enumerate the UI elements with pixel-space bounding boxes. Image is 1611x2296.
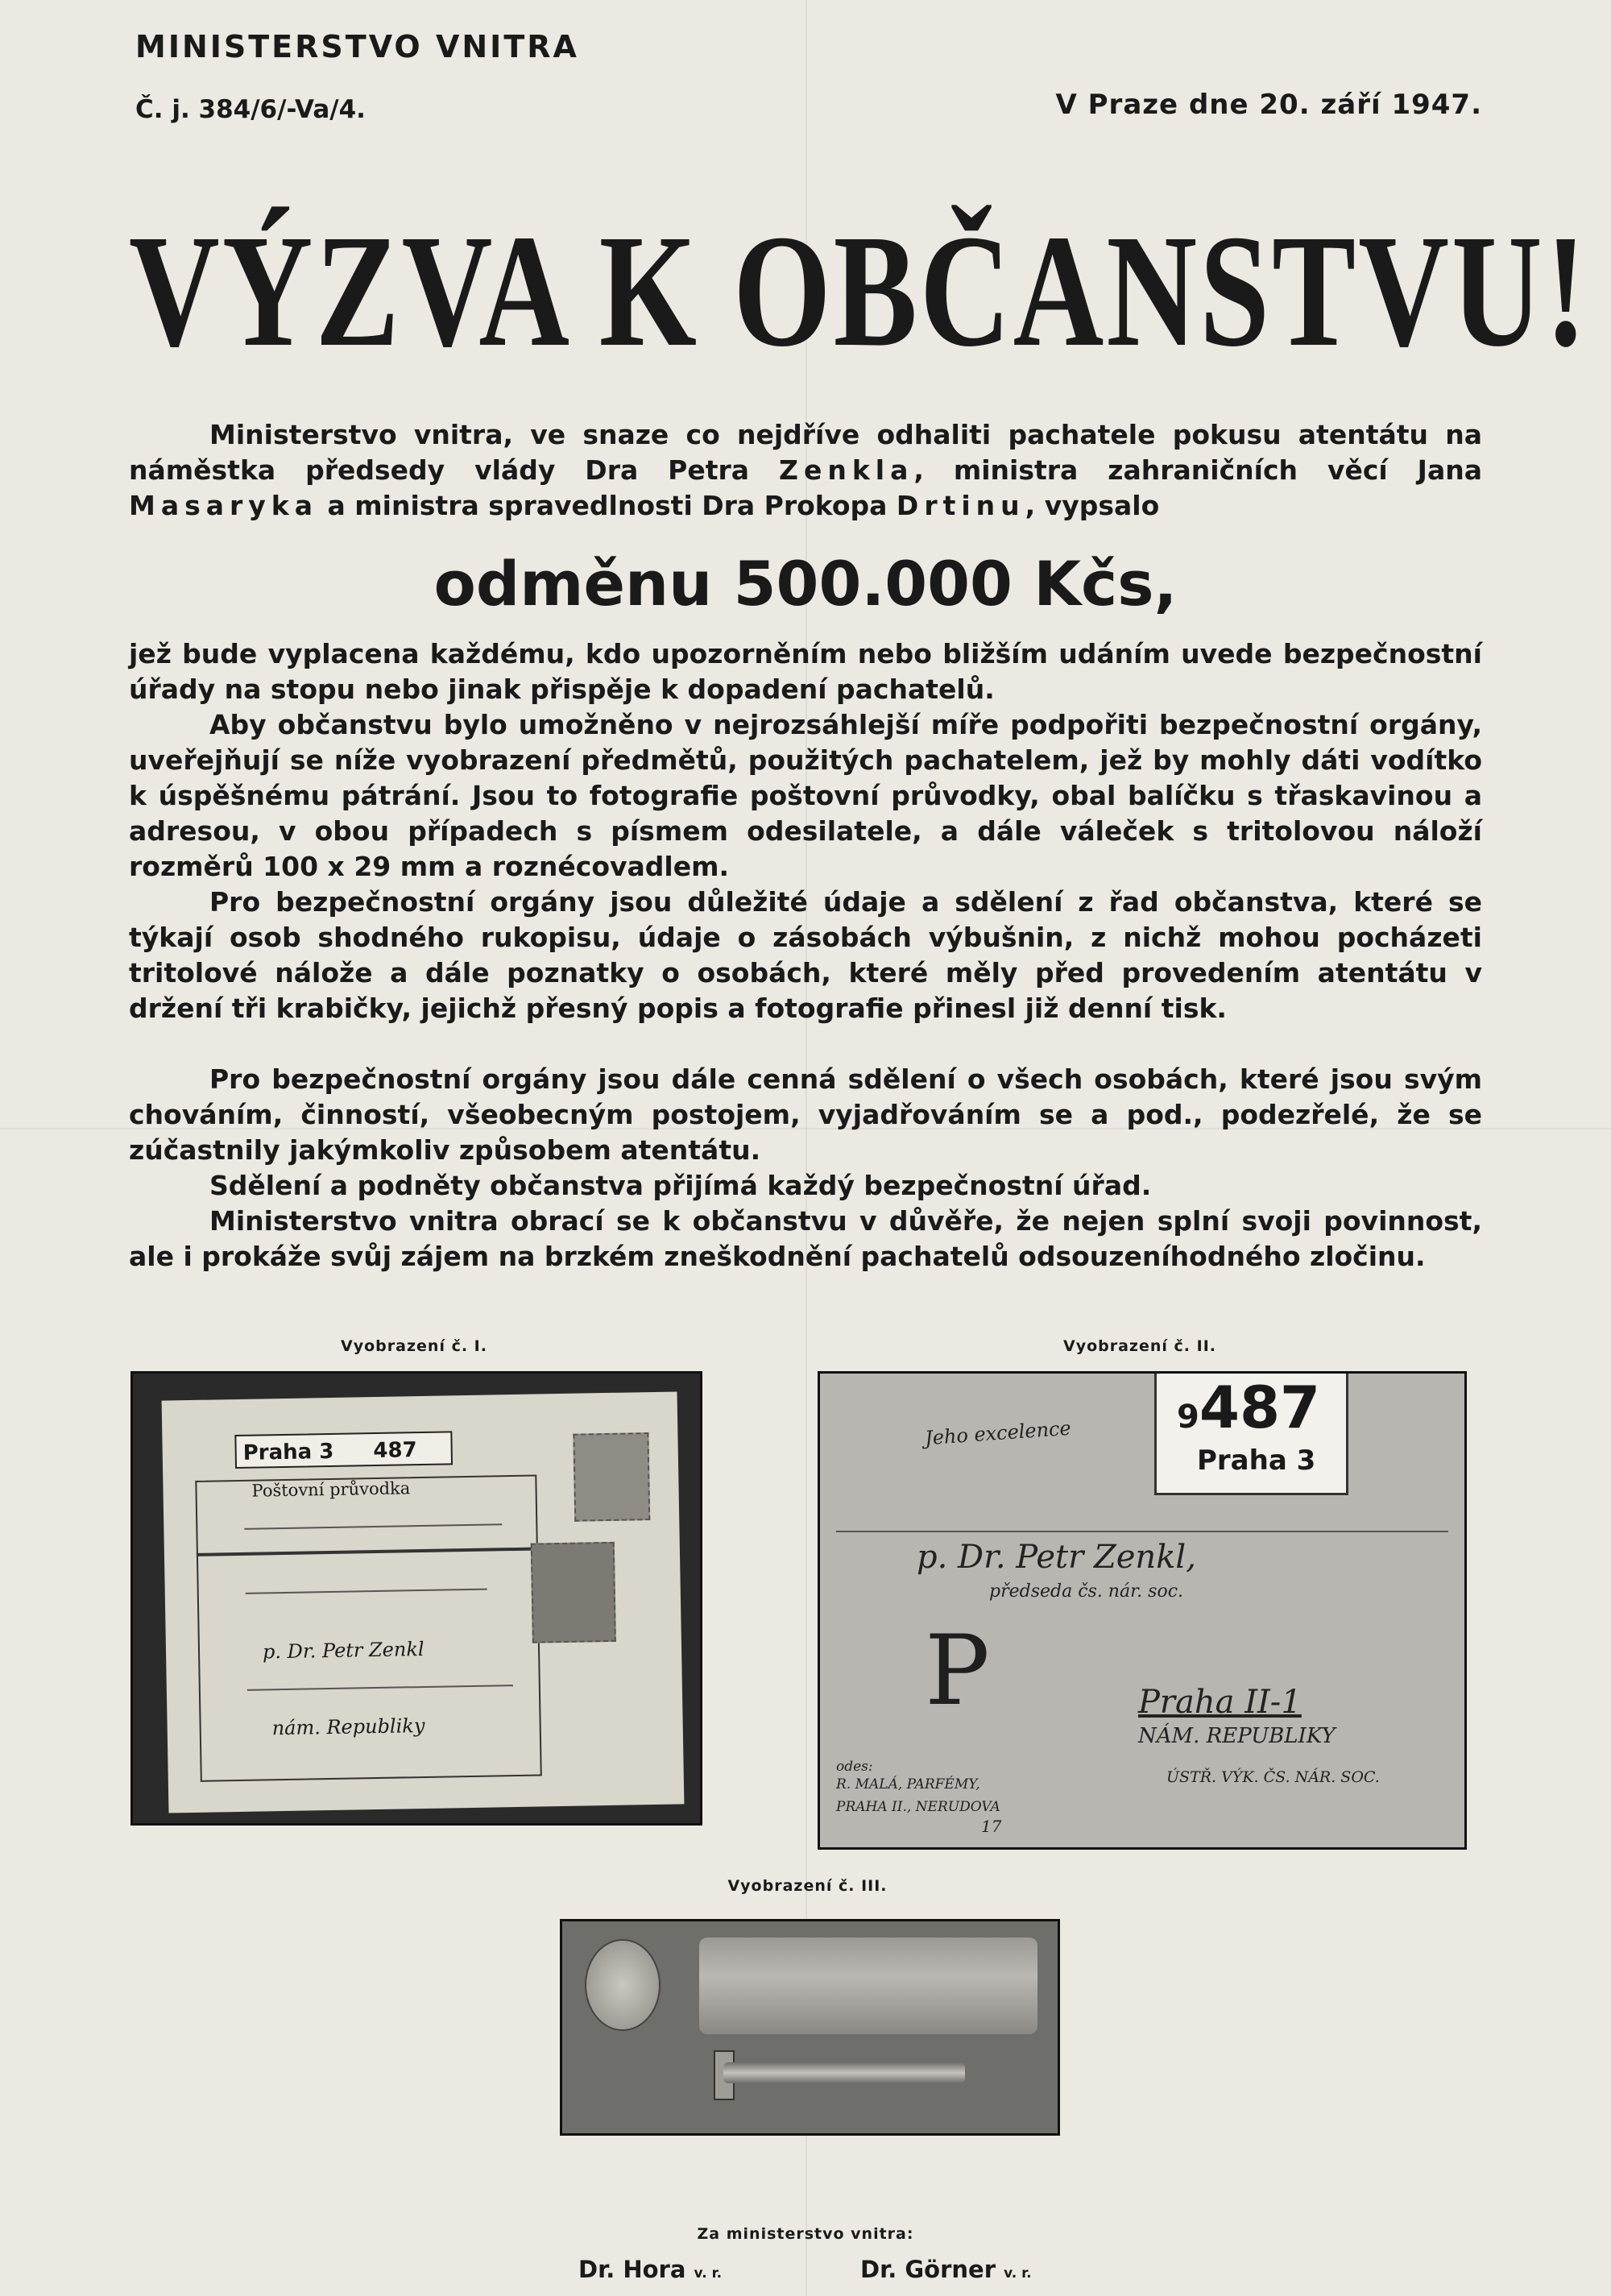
figure-3-caption: Vyobrazení č. III. [727, 1877, 888, 1895]
hw-name: p. Dr. Petr Zenkl, [917, 1539, 1196, 1576]
paragraph-3: Pro bezpečnostní orgány jsou důležité údaje a sdělení z řad občanstva, které se týkají osob shodného rukopisu, údaje o zásobách výbušnin, z nichž mohou pocházeti tritolové nálože a dále poznatky o osobách, které měly před provedením atentátu v držení tři krabičky, jejichž přesný popis a fotografie přinesl již denní tisk. [129, 886, 1482, 1024]
figure-2-caption: Vyobrazení č. II. [1063, 1337, 1216, 1355]
hw-city: Praha II-1 [1138, 1684, 1302, 1721]
signer-hora-suffix: v. r. [694, 2265, 723, 2281]
intro-paragraph [129, 417, 1482, 524]
postal-form-card [162, 1391, 685, 1813]
intro-text-1: Ministerstvo vnitra, ve snaze co nejdříve odhaliti pachatele pokusu atentátu na náměstka předsedy vlády Dra Petra [129, 419, 1482, 486]
signer-gorner [860, 2256, 1032, 2283]
figure-1-caption: Vyobrazení č. I. [341, 1337, 487, 1355]
signer-gorner-name: Dr. Görner [860, 2256, 996, 2283]
hw-address-2: nám. Republiky [271, 1714, 425, 1740]
name-masaryk: Masaryka [129, 490, 319, 521]
reference-number: Č. j. 384/6/-Va/4. [135, 95, 366, 124]
hw-excellence: Jeho excelence [924, 1416, 1072, 1450]
intro-text-2: , ministra zahraničních věcí Jana [913, 454, 1482, 486]
hw-sender-1: odes: [836, 1759, 873, 1775]
intro-text-3: a ministra spravedlnosti Dra Prokopa [318, 490, 897, 521]
package-label-digits: 487 [1199, 1374, 1321, 1441]
reward-amount: odměnu 500.000 Kčs, [433, 548, 1178, 620]
intro-text-4: , vypsalo [1025, 490, 1160, 521]
hw-office: ÚSTŘ. VÝK. ČS. NÁR. SOC. [1166, 1768, 1380, 1786]
paragraph-4: Pro bezpečnostní orgány jsou dále cenná sdělení o všech osobách, které jsou svým chováním, činností, všeobecným postojem, vyjadřováním se a pod., podezřelé, že se zúčastnily jakýmkoliv způsobem atentátu. [129, 1063, 1482, 1166]
signer-hora [578, 2256, 722, 2283]
headline: VÝZVA K OBČANSTVU! [129, 202, 1589, 380]
hw-big-letter: P [925, 1615, 990, 1727]
hw-sender-2: R. MALÁ, PARFÉMY, [836, 1776, 980, 1792]
paragraph-6: Ministerstvo vnitra obrací se k občanstvu v důvěře, že nejen splní svoji povinnost, ale i prokáže svůj zájem na brzkém zneškodnění pachatelů odsouzeníhodného zločinu. [129, 1205, 1482, 1272]
package-postal-label [1154, 1374, 1348, 1495]
detonator-tube [723, 2062, 965, 2083]
package-label-number [1177, 1375, 1320, 1449]
hw-sender-3: PRAHA II., NERUDOVA [836, 1799, 1000, 1815]
hw-title: předseda čs. nár. soc. [989, 1581, 1184, 1602]
name-drtina: Drtinu [896, 490, 1025, 521]
hw-address-1: p. Dr. Petr Zenkl [262, 1637, 424, 1664]
postal-label [234, 1431, 453, 1469]
paragraph-2: Aby občanstvu bylo umožněno v nejrozsáhlejší míře podpořiti bezpečnostní orgány, uveřejňují se níže vyobrazení předmětů, použitých pachatelem, jež by mohly dáti vodítko k úspěšnému pátrání. Jsou to fotografie poštovní průvodky, obal balíčku s třaskavinou a adresou, v obou případech s písmem odesilatele, a dále váleček s tritolovou náloží rozměrů 100 x 29 mm a roznécovadlem. [129, 709, 1482, 882]
paragraph-5: Sdělení a podněty občanstva přijímá každý bezpečnostní úřad. [209, 1170, 1152, 1201]
package-label-city: Praha 3 [1197, 1444, 1316, 1477]
postage-stamp-2 [531, 1542, 616, 1643]
fold-edge [836, 1531, 1448, 1532]
package-label-prefix: 9 [1177, 1399, 1199, 1436]
hw-square: NÁM. REPUBLIKY [1138, 1724, 1336, 1748]
signer-hora-name: Dr. Hora [578, 2256, 686, 2283]
cylinder-cap [585, 1939, 661, 2031]
postal-label-city: Praha 3 [242, 1439, 334, 1465]
place-date: V Praze dne 20. září 1947. [1055, 89, 1482, 121]
hw-sender-4: 17 [981, 1817, 1002, 1836]
ministry-header: MINISTERSTVO VNITRA [135, 29, 579, 64]
postal-label-number: 487 [373, 1438, 417, 1464]
postage-stamp-portrait [573, 1432, 650, 1522]
figure-1-postal-form-photo [130, 1371, 702, 1826]
form-title: Poštovní průvodka [251, 1478, 411, 1501]
figure-3-explosive-photo [560, 1919, 1060, 2136]
name-zenkl: Zenkla [779, 454, 914, 486]
signer-gorner-suffix: v. r. [1004, 2265, 1032, 2281]
figure-2-package-photo [818, 1371, 1467, 1850]
paragraph-1: jež bude vyplacena každému, kdo upozorněním nebo bližším udáním uvede bezpečnostní úřady na stopu nebo jinak přispěje k dopadení pachatelů. [129, 638, 1482, 705]
signature-heading: Za ministerstvo vnitra: [697, 2225, 914, 2243]
tritol-cylinder [699, 1938, 1037, 2034]
